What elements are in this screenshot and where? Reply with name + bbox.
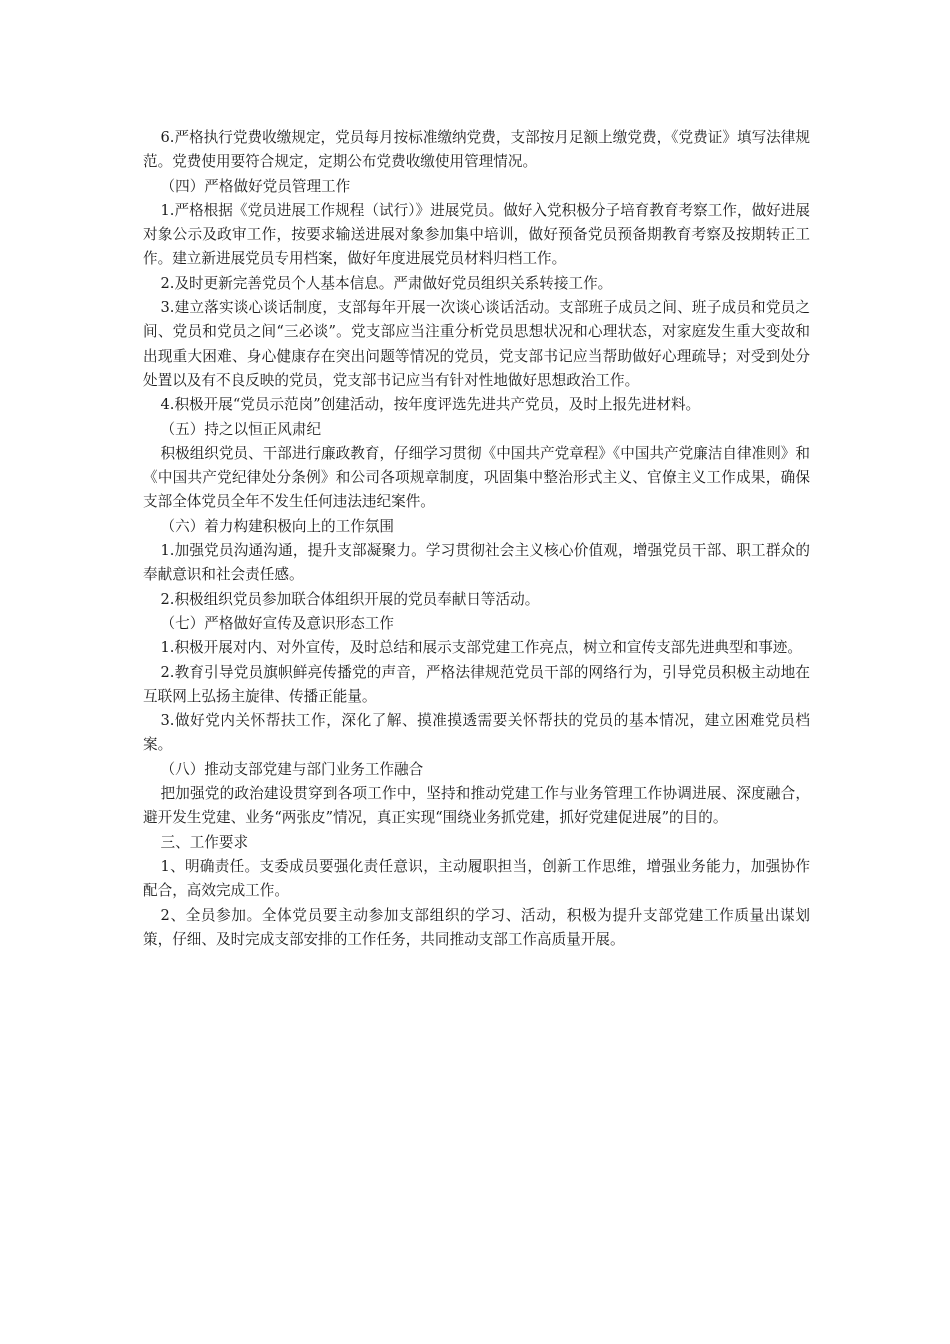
paragraph-member-info: 2.及时更新完善党员个人基本信息。严肃做好党员组织关系转接工作。	[160, 274, 613, 292]
section-heading-member-management: （四）严格做好党员管理工作	[160, 177, 351, 195]
paragraph-model-post: 4.积极开展“党员示范岗”创建活动，按年度评选先进共产党员，及时上报先进材料。	[160, 396, 701, 414]
section-heading-requirements: 三、工作要求	[160, 833, 249, 851]
paragraph-heart-talk: 3.建立落实谈心谈话制度，支部每年开展一次谈心谈话活动。支部班子成员之间、班子成员和党员之间、党员和党员之间“三必谈”。党支部应当注重分析党员思想状况和心理状态，对家庭发生重大变故和出现重大困难、身心健康存在突出问题等情况的党员，党支部书记应当帮助做好心理疏导；对受到处分处置以及有不良反映的党员，党支部书记应当有针对性地做好思想政治工作。	[143, 299, 810, 389]
paragraph-publicity: 1.积极开展对内、对外宣传，及时总结和展示支部党建工作亮点，树立和宣传支部先进典型和事迹。	[160, 639, 802, 657]
paragraph-member-development: 1.严格根据《党员进展工作规程（试行）》进展党员。做好入党积极分子培育教育考察工作，做好进展对象公示及政审工作，按要求输送进展对象参加集中培训，做好预备党员预备期教育考察及按期转正工作。建立新进展党员专用档案，做好年度进展党员材料归档工作。	[143, 201, 810, 268]
paragraph-integrity-education: 积极组织党员、干部进行廉政教育，仔细学习贯彻《中国共产党章程》《中国共产党廉洁自律准则》和《中国共产党纪律处分条例》和公司各项规章制度，巩固集中整治形式主义、官僚主义工作成果，确保支部全体党员全年不发生任何违法违纪案件。	[143, 444, 810, 511]
section-heading-atmosphere: （六）着力构建积极向上的工作氛围	[160, 517, 395, 535]
document-body	[143, 126, 810, 952]
paragraph-participation: 2、全员参加。全体党员要主动参加支部组织的学习、活动，积极为提升支部党建工作质量出谋划策，仔细、及时完成支部安排的工作任务，共同推动支部工作高质量开展。	[143, 906, 810, 948]
paragraph-responsibility: 1、明确责任。支委成员要强化责任意识，主动履职担当，创新工作思维，增强业务能力，加强协作配合，高效完成工作。	[143, 857, 810, 900]
paragraph-fee-rules: 6.严格执行党费收缴规定，党员每月按标准缴纳党费，支部按月足额上缴党费，《党费证》填写法律规范。党费使用要符合规定，定期公布党费收缴使用管理情况。	[143, 129, 810, 171]
paragraph-care-assistance: 3.做好党内关怀帮扶工作，深化了解、摸准摸透需要关怀帮扶的党员的基本情况，建立困难党员档案。	[143, 712, 810, 754]
section-heading-discipline: （五）持之以恒正风肃纪	[160, 420, 322, 438]
paragraph-online-conduct: 2.教育引导党员旗帜鲜亮传播党的声音，严格法律规范党员干部的网络行为，引导党员积极主动地在互联网上弘扬主旋律、传播正能量。	[143, 663, 810, 705]
section-heading-publicity: （七）严格做好宣传及意识形态工作	[160, 614, 395, 632]
section-heading-integration: （八）推动支部党建与部门业务工作融合	[160, 760, 424, 778]
paragraph-dedication-day: 2.积极组织党员参加联合体组织开展的党员奉献日等活动。	[160, 590, 540, 608]
paragraph-communication: 1.加强党员沟通沟通，提升支部凝聚力。学习贯彻社会主义核心价值观，增强党员干部、职工群众的奉献意识和社会责任感。	[143, 542, 810, 584]
paragraph-integration: 把加强党的政治建设贯穿到各项工作中，坚持和推动党建工作与业务管理工作协调进展、深度融合，避开发生党建、业务“两张皮”情况，真正实现“围绕业务抓党建，抓好党建促进展”的目的。	[143, 785, 810, 827]
